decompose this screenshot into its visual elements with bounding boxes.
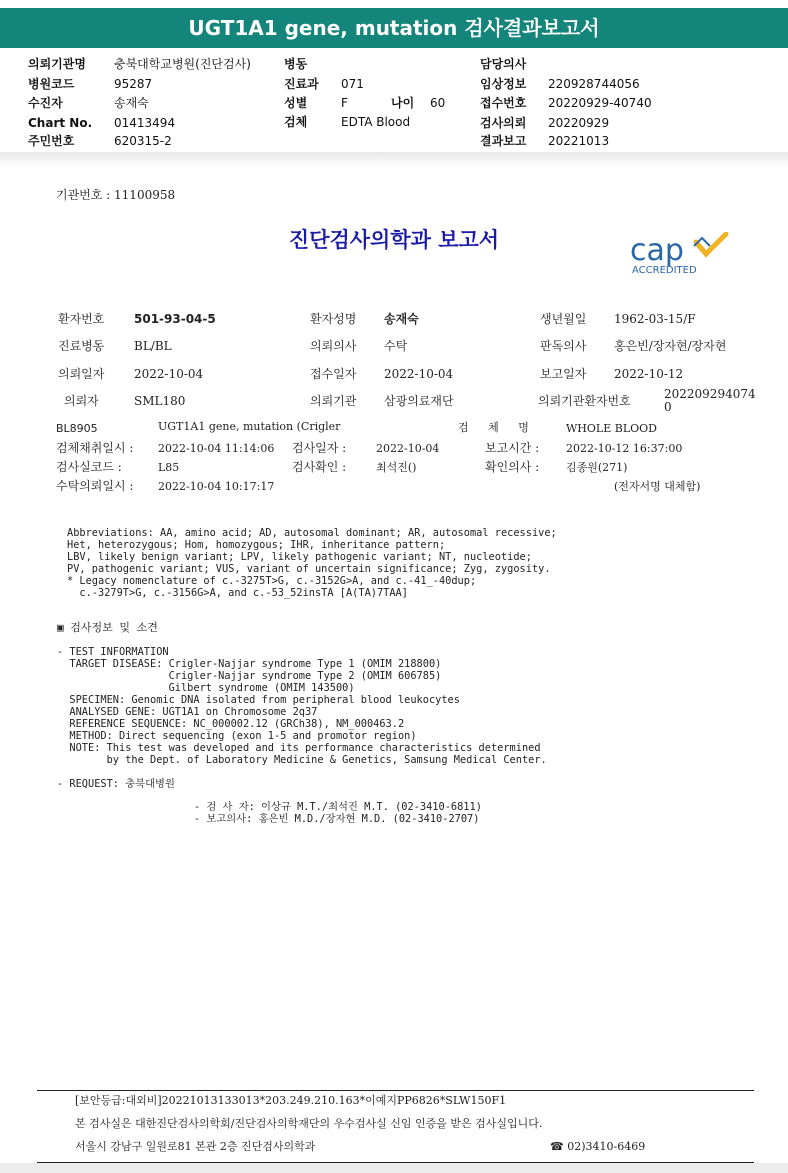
req-date-value: 20220929 — [548, 116, 610, 130]
abbrev-line: PV, pathogenic variant; VUS, variant of uncertain significance; Zyg, zygosity. — [67, 563, 551, 575]
dept-value: 071 — [341, 77, 364, 91]
test-date-value: 2022-10-04 — [376, 442, 440, 455]
receipt-label: 접수번호 — [480, 96, 527, 110]
test-info-line: ANALYSED GENE: UGT1A1 on Chromosome 2q37 — [57, 706, 318, 718]
inst-pno-value-2: 0 — [664, 400, 672, 414]
hosp-code-value: 95287 — [114, 77, 153, 91]
patient-value: 송재숙 — [114, 96, 149, 110]
cap-accredited-logo — [628, 232, 738, 278]
chart-value: 01413494 — [114, 116, 176, 130]
abbrev-line: LBV, likely benign variant; LPV, likely pathogenic variant; NT, nucleotide; — [67, 551, 532, 563]
consign-value: 2022-10-04 10:17:17 — [158, 480, 275, 493]
phone-line — [550, 1140, 645, 1154]
test-date-label: 검사일자 : — [292, 441, 347, 455]
result-date-value: 20221013 — [548, 134, 610, 148]
resident-label: 주민번호 — [28, 134, 75, 148]
clinical-value: 220928744056 — [548, 77, 640, 91]
abbrev-line: * Legacy nomenclature of c.-3275T>G, c.-3152G>A, and c.-41_-40dup; — [67, 575, 477, 587]
report-time-value: 2022-10-12 16:37:00 — [566, 442, 683, 455]
request-line: - REQUEST: 충북대병원 — [57, 778, 175, 790]
footer-shade — [0, 1163, 788, 1173]
req-inst2-value: 삼광의료재단 — [384, 394, 454, 408]
req-doc-label: 의뢰의사 — [310, 339, 357, 353]
collect-label: 검체채취일시 : — [56, 441, 134, 455]
specimen-label: 검체 — [284, 115, 308, 129]
signer-line: - 보고의사: 홍은빈 M.D./장자현 M.D. (02-3410-2707) — [194, 813, 480, 825]
abbrev-line: Abbreviations: AA, amino acid; AD, autosomal dominant; AR, autosomal recessive; — [67, 527, 557, 539]
specimen-name-value: WHOLE BLOOD — [566, 422, 657, 435]
test-info-line: - TEST INFORMATION — [57, 646, 169, 658]
report-time-label: 보고시간 : — [485, 441, 540, 455]
room-value: L85 — [158, 461, 180, 474]
certification-line: 본 검사실은 대한진단검사의학회/진단검사의학재단의 우수검사실 신임 인증을 받은 검사실입니다. — [75, 1117, 543, 1130]
abbrev-line: c.-3279T>G, c.-3156G>A, and c.-53_52insTA [A(TA)7TAA] — [67, 587, 408, 599]
test-info-line: Crigler-Najjar syndrome Type 2 (OMIM 606785) — [57, 670, 442, 682]
consign-label: 수탁의뢰일시 : — [56, 479, 134, 493]
age-label: 나이 — [391, 96, 415, 110]
confirm-doc-value: 김종원(271) — [566, 461, 628, 474]
ward2-label: 진료병동 — [58, 339, 105, 353]
req-doc-value: 수탁 — [384, 339, 408, 353]
collect-value: 2022-10-04 11:14:06 — [158, 442, 275, 455]
footer-divider-top — [37, 1090, 754, 1091]
security-line: [보안등급:대외비]20221013133013*203.249.210.163*이예지PP6826*SLW150F1 — [75, 1094, 507, 1107]
sex-value: F — [341, 96, 348, 110]
result-date-label: 결과보고 — [480, 134, 527, 148]
specimen-name-label: 검 체 명 — [458, 421, 537, 434]
req-date2-label: 의뢰일자 — [58, 367, 105, 381]
test-name: UGT1A1 gene, mutation (Crigler — [158, 420, 341, 433]
hosp-code-label: 병원코드 — [28, 77, 75, 91]
read-doc-label: 판독의사 — [540, 339, 587, 353]
test-info-line: SPECIMEN: Genomic DNA isolated from peripheral blood leukocytes — [57, 694, 460, 706]
rec-date-label: 접수일자 — [310, 367, 357, 381]
req-inst-value: 충북대학교병원(진단검사) — [114, 57, 251, 71]
patient-label: 수진자 — [28, 96, 63, 110]
resident-value: 620315-2 — [114, 134, 172, 148]
ward-label: 병동 — [284, 57, 308, 71]
test-info-line: TARGET DISEASE: Crigler-Najjar syndrome Type 1 (OMIM 218800) — [57, 658, 442, 670]
page-title: 진단검사의학과 보고서 — [288, 227, 500, 252]
dept-label: 진료과 — [284, 77, 319, 91]
institution-number: 기관번호 : 11100958 — [56, 188, 176, 202]
req-inst2-label: 의뢰기관 — [310, 394, 357, 408]
req-date2-value: 2022-10-04 — [134, 367, 204, 381]
test-info-line: REFERENCE SEQUENCE: NC_000002.12 (GRCh38), NM_000463.2 — [57, 718, 405, 730]
requester-label: 의뢰자 — [64, 394, 99, 408]
sex-label: 성별 — [284, 96, 308, 110]
read-doc-value: 홍은빈/장자현/장자현 — [614, 339, 727, 353]
pno-label: 환자번호 — [58, 312, 105, 326]
rep-date-label: 보고일자 — [540, 367, 587, 381]
confirm-doc-label: 확인의사 : — [485, 460, 540, 474]
test-info-line: Gilbert syndrome (OMIM 143500) — [57, 682, 355, 694]
rep-date-value: 2022-10-12 — [614, 367, 684, 381]
confirm-value: 최석진() — [376, 461, 417, 474]
esign-note: (전자서명 대체함) — [614, 480, 701, 493]
name-label: 환자성명 — [310, 312, 357, 326]
test-info-line: NOTE: This test was developed and its performance characteristics determined — [57, 742, 541, 754]
phone-number: 02)3410-6469 — [567, 1140, 646, 1153]
test-info-line: by the Dept. of Laboratory Medicine & Genetics, Samsung Medical Center. — [57, 754, 547, 766]
abbrev-line: Het, heterozygous; Hom, homozygous; IHR, inheritance pattern; — [67, 539, 446, 551]
pno-value: 501-93-04-5 — [134, 312, 216, 326]
age-value: 60 — [430, 96, 446, 110]
header-divider — [0, 152, 788, 168]
requester-value: SML180 — [134, 394, 186, 408]
confirm-label: 검사확인 : — [292, 460, 347, 474]
section-title: ▣ 검사정보 및 소견 — [57, 621, 158, 634]
name-value: 송재숙 — [384, 312, 419, 326]
receipt-value: 20220929-40740 — [548, 96, 652, 110]
dob-label: 생년월일 — [540, 312, 587, 326]
cap-accredited-text: ACCREDITED — [632, 265, 697, 276]
address-line: 서울시 강남구 일원로81 본관 2층 진단검사의학과 — [75, 1140, 316, 1153]
cap-logo-text: cap — [630, 233, 684, 268]
room-label: 검사실코드 : — [56, 460, 122, 474]
clinical-label: 임상정보 — [480, 77, 527, 91]
signer-line: - 검 사 자: 이상규 M.T./최석진 M.T. (02-3410-6811) — [194, 801, 482, 813]
phone-icon: ☎ — [550, 1140, 568, 1153]
dob-value: 1962-03-15/F — [614, 312, 696, 326]
specimen-value: EDTA Blood — [341, 115, 411, 129]
report-title-bar: UGT1A1 gene, mutation 검사결과보고서 — [0, 8, 788, 48]
inst-pno-value-1: 202209294074 — [664, 387, 756, 401]
inst-pno-label: 의뢰기관환자번호 — [538, 394, 631, 408]
chart-label: Chart No. — [28, 116, 93, 130]
test-code: BL8905 — [56, 422, 98, 435]
req-inst-label: 의뢰기관명 — [28, 57, 86, 71]
doctor-label: 담당의사 — [480, 57, 527, 71]
rec-date-value: 2022-10-04 — [384, 367, 454, 381]
req-date-label: 검사의뢰 — [480, 116, 527, 130]
test-info-line: METHOD: Direct sequencing (exon 1-5 and promotor region) — [57, 730, 417, 742]
ward2-value: BL/BL — [134, 339, 172, 353]
